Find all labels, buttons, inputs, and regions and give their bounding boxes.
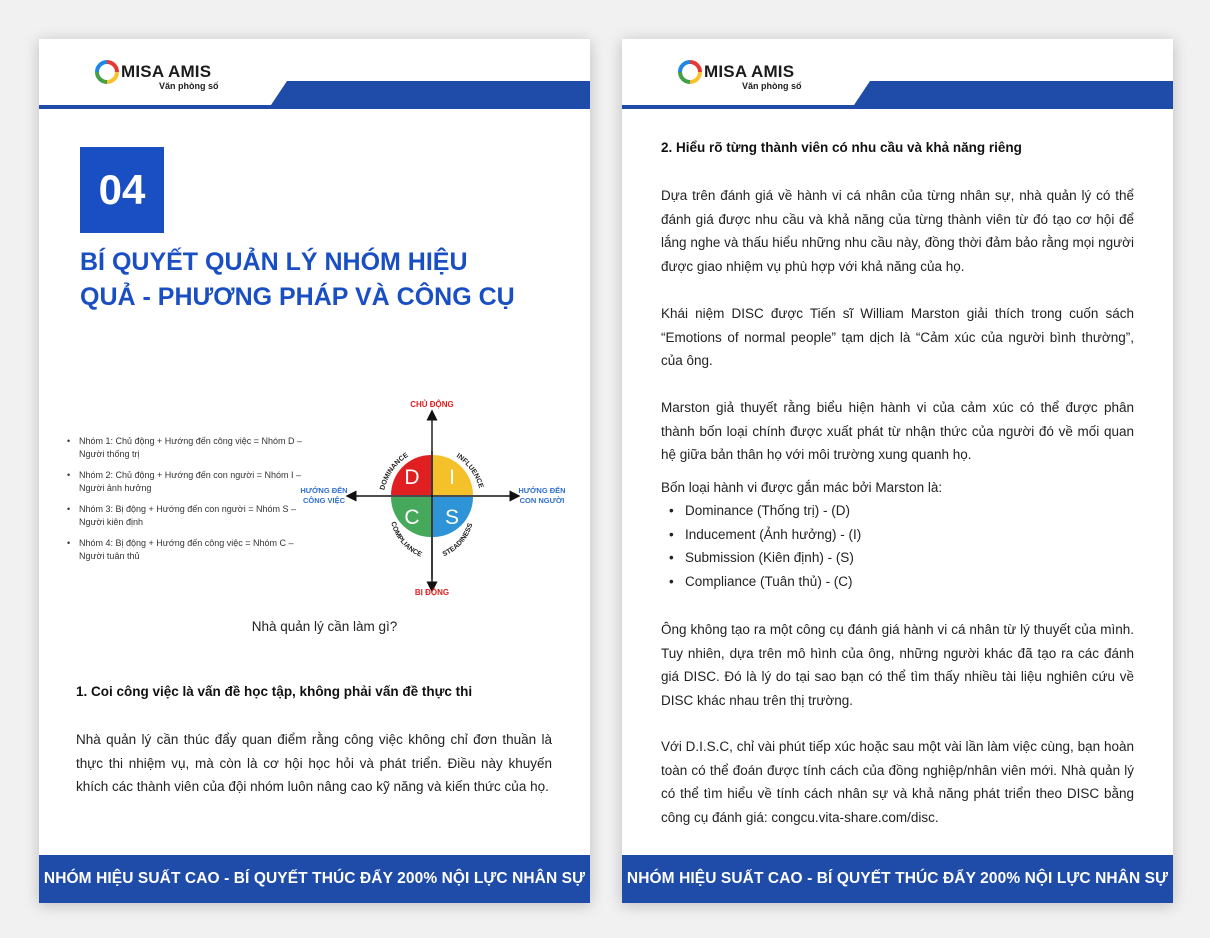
list-item: • Compliance (Tuân thủ) - (C) <box>661 570 1134 594</box>
chapter-number: 04 <box>80 147 164 233</box>
brand-tagline: Văn phòng số <box>159 81 219 91</box>
list-intro: Bốn loại hành vi được gắn mác bởi Marston là: <box>661 480 943 495</box>
paragraph-3: Marston giả thuyết rằng biểu hiện hành vi của cảm xúc có thể được phân thành bốn loại chính được xuất phát từ nhận thức của người đó về mối quan hệ giữa bản thân họ với môi trường xung quanh họ. <box>661 400 1134 462</box>
header-band <box>622 81 1173 111</box>
chapter-title-line-2: QUẢ - PHƯƠNG PHÁP VÀ CÔNG CỤ <box>80 283 515 311</box>
disc-legend <box>65 435 315 571</box>
disc-legend-item-s: • Nhóm 3: Bị động + Hướng đến con người = Nhóm S – Người kiên định <box>65 503 315 529</box>
quadrant-d-letter: D <box>404 466 420 489</box>
page-header <box>622 39 1173 111</box>
brand-name: MISA AMIS <box>704 62 795 81</box>
paragraph-2: Khái niệm DISC được Tiến sĩ William Marston giải thích trong cuốn sách “Emotions of normal people” tạm dịch là “Cảm xúc của người bình thường”, của ông. <box>661 306 1134 368</box>
disc-diagram <box>294 391 584 596</box>
page-footer: NHÓM HIỆU SUẤT CAO - BÍ QUYẾT THÚC ĐẨY 200% NỘI LỰC NHÂN SỰ <box>39 855 590 903</box>
list-item: • Inducement (Ảnh hưởng) - (I) <box>661 523 1134 547</box>
axis-label-right-2: CON NGƯỜI <box>519 496 565 505</box>
quadrant-c-letter: C <box>404 506 420 529</box>
disc-legend-item-c: • Nhóm 4: Bị động + Hướng đến công việc = Nhóm C – Người tuân thủ <box>65 537 315 563</box>
list-item: • Dominance (Thống trị) - (D) <box>661 499 1134 523</box>
document-page-left <box>39 39 590 903</box>
page-header <box>39 39 590 111</box>
list-item: • Submission (Kiên định) - (S) <box>661 546 1134 570</box>
quadrant-s-word: STEADINESS <box>441 522 475 559</box>
section-heading-1: 1. Coi công việc là vấn đề học tập, không phải vấn đề thực thi <box>76 684 473 699</box>
paragraph-4: Ông không tạo ra một công cụ đánh giá hành vi cá nhân từ lý thuyết của mình. Tuy nhiên, dựa trên mô hình của ông, những người khác đã tạo ra các đánh giá DISC. Đó là lý do tại sao bạn có thể tìm thấy nhiều tài liệu nghiên cứu về DISC khác nhau trên thị trường. <box>661 622 1134 708</box>
disc-legend-item-i: • Nhóm 2: Chủ động + Hướng đến con người = Nhóm I – Người ảnh hưởng <box>65 469 315 495</box>
brand-name: MISA AMIS <box>121 62 212 81</box>
quadrant-i-letter: I <box>449 466 455 489</box>
axis-label-left-2: CÔNG VIỆC <box>302 496 346 505</box>
quadrant-d-word: DOMINANCE <box>379 451 410 491</box>
behavior-list <box>661 499 1134 593</box>
header-band <box>39 81 590 111</box>
disc-legend-item-d: • Nhóm 1: Chủ động + Hướng đến công việc = Nhóm D – Người thống trị <box>65 435 315 461</box>
section-heading-2: 2. Hiểu rõ từng thành viên có nhu cầu và khả năng riêng <box>661 140 1022 155</box>
brand-tagline: Văn phòng số <box>742 81 802 91</box>
paragraph-1: Dựa trên đánh giá về hành vi cá nhân của từng nhân sự, nhà quản lý có thể đánh giá được nhu cầu và khả năng của từng thành viên từ đó tạo cơ hội để lắng nghe và thấu hiểu những nhu cầu này, đồng thời đảm bảo rằng mọi người được giao nhiệm vụ phù hợp với khả năng của họ. <box>661 188 1134 274</box>
section-body-1: Nhà quản lý cần thúc đẩy quan điểm rằng công việc không chỉ đơn thuần là thực thi nhiệm vụ, mà còn là cơ hội học hỏi và phát triển. Điều này khuyến khích các thành viên của đội nhóm luôn nâng cao kỹ năng và kiến thức của họ. <box>76 732 552 794</box>
chapter-title-line-1: BÍ QUYẾT QUẢN LÝ NHÓM HIỆU <box>80 248 468 276</box>
axis-label-top: CHỦ ĐỘNG <box>410 400 454 409</box>
axis-label-right-1: HƯỚNG ĐẾN <box>518 486 566 495</box>
quadrant-c-word: COMPLIANCE <box>389 521 423 559</box>
axis-label-bottom: BỊ ĐỘNG <box>414 588 450 596</box>
axis-label-left-1: HƯỚNG ĐẾN <box>300 486 348 495</box>
paragraph-5: Với D.I.S.C, chỉ vài phút tiếp xúc hoặc sau một vài lần làm việc cùng, bạn hoàn toàn có thể đoán được tính cách của đồng nghiệp/nhân viên mới. Nhà quản lý có thể tìm hiểu về tính cách nhân sự và khả năng phát triển theo DISC bằng công cụ đánh giá: congcu.vita-share.com/disc. <box>661 739 1134 825</box>
figure-caption: Nhà quản lý cần làm gì? <box>251 619 398 634</box>
page-footer: NHÓM HIỆU SUẤT CAO - BÍ QUYẾT THÚC ĐẨY 200% NỘI LỰC NHÂN SỰ <box>622 855 1173 903</box>
chapter-title <box>80 245 560 315</box>
quadrant-s-letter: S <box>444 506 460 529</box>
quadrant-i-word: INFLUENCE <box>455 452 485 490</box>
document-page-right <box>622 39 1173 903</box>
